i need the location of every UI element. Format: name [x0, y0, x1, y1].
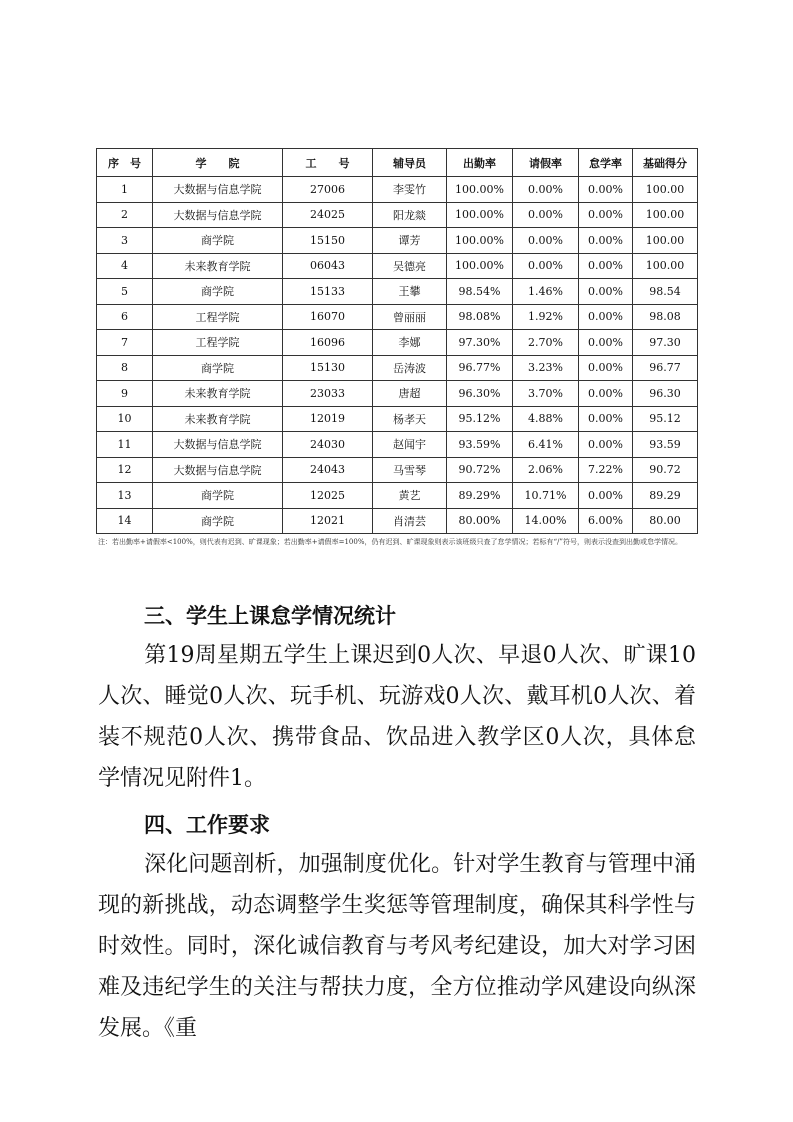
table-cell: 0.00% [579, 228, 633, 254]
table-cell: 93.59% [447, 432, 513, 458]
column-header: 怠学率 [579, 149, 633, 177]
table-cell: 6 [97, 304, 153, 330]
table-cell: 0.00% [579, 483, 633, 509]
column-header: 请假率 [513, 149, 579, 177]
table-cell: 0.00% [513, 228, 579, 254]
table-cell: 黄艺 [373, 483, 447, 509]
section-paragraph-4 [98, 844, 696, 1049]
table-cell: 100.00% [447, 202, 513, 228]
table-row [97, 406, 698, 432]
table-cell: 0.00% [579, 355, 633, 381]
section-paragraph-3 [98, 635, 696, 799]
table-cell: 大数据与信息学院 [153, 202, 283, 228]
table-cell: 赵闻宇 [373, 432, 447, 458]
table-cell: 10.71% [513, 483, 579, 509]
table-cell: 2.06% [513, 457, 579, 483]
column-header: 辅导员 [373, 149, 447, 177]
table-cell: 6.00% [579, 508, 633, 534]
table-cell: 12019 [283, 406, 373, 432]
table-cell: 马雪琴 [373, 457, 447, 483]
table-cell: 100.00 [633, 253, 698, 279]
table-cell: 3 [97, 228, 153, 254]
table-cell: 24030 [283, 432, 373, 458]
column-header: 学 院 [153, 149, 283, 177]
table-body [97, 177, 698, 534]
column-header: 工 号 [283, 149, 373, 177]
table-cell: 商学院 [153, 279, 283, 305]
table-cell: 大数据与信息学院 [153, 432, 283, 458]
table-cell: 98.08 [633, 304, 698, 330]
table-cell: 唐超 [373, 381, 447, 407]
table-row [97, 483, 698, 509]
table-cell: 100.00 [633, 228, 698, 254]
table-cell: 27006 [283, 177, 373, 203]
table-cell: 100.00% [447, 253, 513, 279]
table-cell: 15130 [283, 355, 373, 381]
table-row [97, 508, 698, 534]
table-cell: 89.29 [633, 483, 698, 509]
table-cell: 95.12 [633, 406, 698, 432]
table-cell: 24043 [283, 457, 373, 483]
table-cell: 97.30% [447, 330, 513, 356]
table-row [97, 381, 698, 407]
column-header: 基础得分 [633, 149, 698, 177]
table-cell: 曾丽丽 [373, 304, 447, 330]
table-cell: 100.00% [447, 228, 513, 254]
table-cell: 95.12% [447, 406, 513, 432]
table-cell: 0.00% [579, 432, 633, 458]
table-cell: 13 [97, 483, 153, 509]
table-cell: 98.54% [447, 279, 513, 305]
table-cell: 李娜 [373, 330, 447, 356]
table-cell: 0.00% [579, 330, 633, 356]
table-cell: 肖清芸 [373, 508, 447, 534]
table-cell: 未来教育学院 [153, 406, 283, 432]
table-cell: 96.77 [633, 355, 698, 381]
table-cell: 1.92% [513, 304, 579, 330]
table-cell: 商学院 [153, 508, 283, 534]
table-cell: 王攀 [373, 279, 447, 305]
table-cell: 0.00% [579, 202, 633, 228]
table-cell: 商学院 [153, 483, 283, 509]
table-row [97, 177, 698, 203]
table-cell: 15133 [283, 279, 373, 305]
table-cell: 0.00% [579, 304, 633, 330]
table-cell: 0.00% [579, 177, 633, 203]
table-cell: 80.00 [633, 508, 698, 534]
table-note: 注：若出勤率+请假率<100%，则代表有迟到、旷课现象；若出勤率+请假率=100%，仍有迟到、旷课现象则表示该班级只查了怠学情况；若标有“/”符号，则表示没查到出勤或怠学情况。 [98, 538, 682, 546]
section-heading-3: 三、学生上课怠学情况统计 [144, 603, 396, 628]
table-cell: 0.00% [513, 202, 579, 228]
table-cell: 0.00% [579, 381, 633, 407]
table-cell: 97.30 [633, 330, 698, 356]
table-cell: 2 [97, 202, 153, 228]
table-cell: 80.00% [447, 508, 513, 534]
table-row [97, 457, 698, 483]
table-cell: 4 [97, 253, 153, 279]
table-cell: 0.00% [579, 279, 633, 305]
table-cell: 0.00% [513, 177, 579, 203]
table-row [97, 253, 698, 279]
table-cell: 12025 [283, 483, 373, 509]
table-cell: 0.00% [579, 406, 633, 432]
attendance-table [96, 148, 698, 534]
table-cell: 7 [97, 330, 153, 356]
table-header-row [97, 149, 698, 177]
table-cell: 96.77% [447, 355, 513, 381]
table-row [97, 279, 698, 305]
table-cell: 14 [97, 508, 153, 534]
table-cell: 谭芳 [373, 228, 447, 254]
table-cell: 96.30 [633, 381, 698, 407]
table-cell: 0.00% [513, 253, 579, 279]
table-cell: 工程学院 [153, 304, 283, 330]
table-cell: 阳龙燚 [373, 202, 447, 228]
table-cell: 16096 [283, 330, 373, 356]
column-header: 序 号 [97, 149, 153, 177]
table-cell: 24025 [283, 202, 373, 228]
table-cell: 5 [97, 279, 153, 305]
table-cell: 4.88% [513, 406, 579, 432]
table-cell: 0.00% [579, 253, 633, 279]
table-cell: 11 [97, 432, 153, 458]
table-cell: 大数据与信息学院 [153, 177, 283, 203]
table-cell: 16070 [283, 304, 373, 330]
table-cell: 90.72 [633, 457, 698, 483]
table-cell: 1.46% [513, 279, 579, 305]
table-cell: 100.00% [447, 177, 513, 203]
table-cell: 98.08% [447, 304, 513, 330]
table-cell: 2.70% [513, 330, 579, 356]
table-cell: 吴德亮 [373, 253, 447, 279]
table-cell: 8 [97, 355, 153, 381]
table-cell: 3.70% [513, 381, 579, 407]
table-cell: 岳涛波 [373, 355, 447, 381]
section-heading-4: 四、工作要求 [144, 812, 270, 837]
table-cell: 李雯竹 [373, 177, 447, 203]
table-row [97, 304, 698, 330]
table-cell: 23033 [283, 381, 373, 407]
table-cell: 06043 [283, 253, 373, 279]
table-cell: 未来教育学院 [153, 381, 283, 407]
table-cell: 98.54 [633, 279, 698, 305]
table-cell: 93.59 [633, 432, 698, 458]
table-cell: 100.00 [633, 202, 698, 228]
section-paragraph-3-text: 第19周星期五学生上课迟到0人次、早退0人次、旷课10人次、睡觉0人次、玩手机、玩游戏0人次、戴耳机0人次、着装不规范0人次、携带食品、饮品进入教学区0人次，具体怠学情况见附件1。 [98, 643, 696, 791]
table-cell: 6.41% [513, 432, 579, 458]
table-cell: 杨孝天 [373, 406, 447, 432]
section-paragraph-4-text: 深化问题剖析，加强制度优化。针对学生教育与管理中涌现的新挑战，动态调整学生奖惩等管理制度，确保其科学性与时效性。同时，深化诚信教育与考风考纪建设，加大对学习困难及违纪学生的关注与帮扶力度，全方位推动学风建设向纵深发展。《重 [98, 852, 696, 1041]
table-cell: 10 [97, 406, 153, 432]
table-row [97, 432, 698, 458]
table-row [97, 228, 698, 254]
table-cell: 工程学院 [153, 330, 283, 356]
table-cell: 1 [97, 177, 153, 203]
table-cell: 12 [97, 457, 153, 483]
table-cell: 89.29% [447, 483, 513, 509]
table-cell: 96.30% [447, 381, 513, 407]
table-cell: 14.00% [513, 508, 579, 534]
table-cell: 9 [97, 381, 153, 407]
table-cell: 3.23% [513, 355, 579, 381]
table-cell: 商学院 [153, 228, 283, 254]
table-cell: 15150 [283, 228, 373, 254]
table-cell: 7.22% [579, 457, 633, 483]
table-row [97, 355, 698, 381]
column-header: 出勤率 [447, 149, 513, 177]
table-cell: 90.72% [447, 457, 513, 483]
table-cell: 大数据与信息学院 [153, 457, 283, 483]
table-cell: 未来教育学院 [153, 253, 283, 279]
table-row [97, 330, 698, 356]
table-cell: 商学院 [153, 355, 283, 381]
table-cell: 12021 [283, 508, 373, 534]
table-cell: 100.00 [633, 177, 698, 203]
table-row [97, 202, 698, 228]
